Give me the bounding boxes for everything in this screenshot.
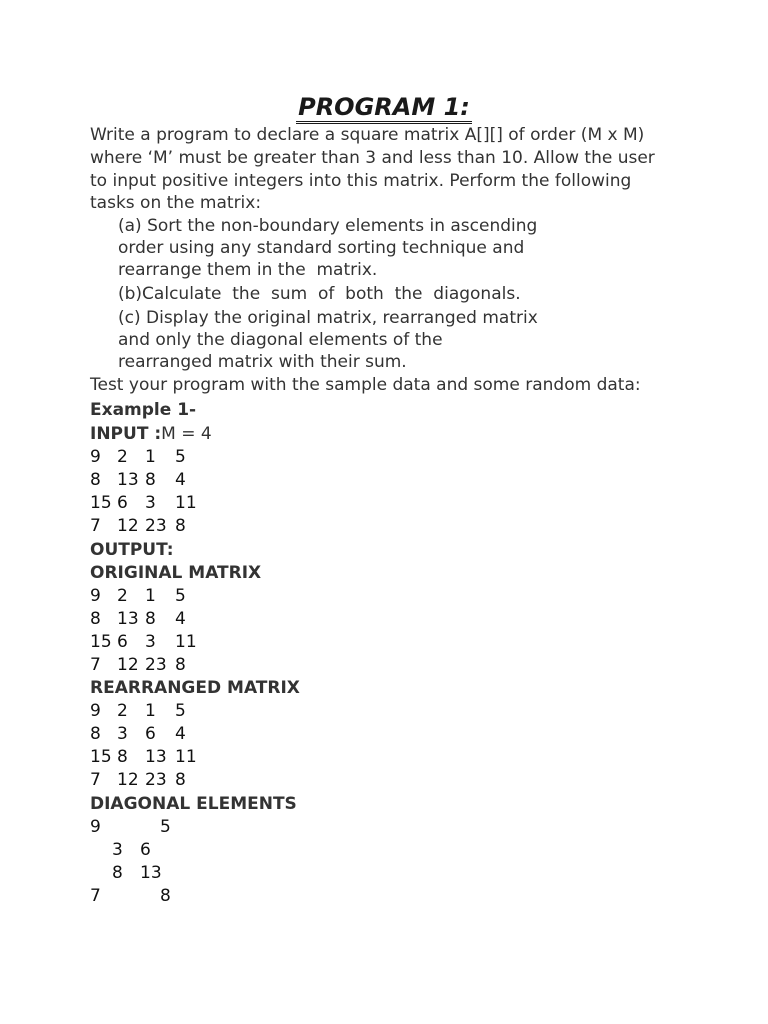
matrix-cell: 12 bbox=[117, 770, 139, 790]
task-c-line-3: rearranged matrix with their sum. bbox=[118, 352, 407, 372]
matrix-cell: 1 bbox=[145, 447, 156, 467]
matrix-cell: 8 bbox=[145, 609, 156, 629]
rearranged-matrix-label: REARRANGED MATRIX bbox=[90, 678, 300, 698]
matrix-cell: 1 bbox=[145, 586, 156, 606]
matrix-cell: 9 bbox=[90, 817, 101, 837]
matrix-cell: 3 bbox=[117, 724, 128, 744]
task-a-line-2: order using any standard sorting technique and bbox=[118, 238, 525, 258]
matrix-row bbox=[90, 769, 290, 791]
matrix-cell: 12 bbox=[117, 516, 139, 536]
intro-line-2: where ‘M’ must be greater than 3 and less than 10. Allow the user bbox=[90, 148, 655, 168]
matrix-row bbox=[90, 469, 290, 491]
matrix-cell: 12 bbox=[117, 655, 139, 675]
matrix-cell: 8 bbox=[90, 470, 101, 490]
matrix-cell: 15 bbox=[90, 747, 112, 767]
matrix-row bbox=[90, 608, 290, 630]
matrix-cell: 13 bbox=[117, 470, 139, 490]
matrix-row bbox=[90, 654, 290, 676]
diagonal-elements-label: DIAGONAL ELEMENTS bbox=[90, 794, 297, 814]
matrix-cell: 8 bbox=[90, 724, 101, 744]
task-c-line-1: (c) Display the original matrix, rearranged matrix bbox=[118, 308, 538, 328]
matrix-cell: 7 bbox=[90, 886, 101, 906]
matrix-cell: 6 bbox=[117, 493, 128, 513]
input-label: INPUT : bbox=[90, 424, 162, 444]
matrix-row bbox=[90, 446, 290, 468]
matrix-cell: 23 bbox=[145, 655, 167, 675]
matrix-row bbox=[90, 492, 290, 514]
matrix-cell: 3 bbox=[145, 632, 156, 652]
matrix-row bbox=[90, 631, 290, 653]
matrix-cell: 8 bbox=[112, 863, 123, 883]
matrix-cell: 8 bbox=[117, 747, 128, 767]
input-value: M = 4 bbox=[161, 424, 212, 444]
test-instruction: Test your program with the sample data and some random data: bbox=[90, 375, 641, 395]
matrix-cell: 4 bbox=[175, 724, 186, 744]
matrix-cell: 9 bbox=[90, 447, 101, 467]
intro-line-1: Write a program to declare a square matrix A[][] of order (M x M) bbox=[90, 125, 645, 145]
matrix-cell: 23 bbox=[145, 770, 167, 790]
matrix-cell: 2 bbox=[117, 586, 128, 606]
matrix-cell: 5 bbox=[175, 447, 186, 467]
matrix-cell: 5 bbox=[160, 817, 171, 837]
matrix-cell: 13 bbox=[117, 609, 139, 629]
matrix-cell: 7 bbox=[90, 516, 101, 536]
original-matrix-label: ORIGINAL MATRIX bbox=[90, 563, 262, 583]
matrix-cell: 15 bbox=[90, 493, 112, 513]
matrix-cell: 13 bbox=[140, 863, 162, 883]
matrix-cell: 1 bbox=[145, 701, 156, 721]
matrix-cell: 6 bbox=[145, 724, 156, 744]
matrix-row bbox=[90, 862, 290, 884]
task-c-line-2: and only the diagonal elements of the bbox=[118, 330, 443, 350]
intro-line-4: tasks on the matrix: bbox=[90, 193, 262, 213]
matrix-row bbox=[90, 885, 290, 907]
matrix-cell: 8 bbox=[90, 609, 101, 629]
matrix-cell: 2 bbox=[117, 701, 128, 721]
matrix-row bbox=[90, 515, 290, 537]
matrix-cell: 8 bbox=[175, 655, 186, 675]
task-b-line: (b)Calculate the sum of both the diagonals. bbox=[118, 284, 521, 304]
page-title-text: PROGRAM 1: bbox=[296, 93, 472, 124]
matrix-cell: 3 bbox=[145, 493, 156, 513]
matrix-cell: 15 bbox=[90, 632, 112, 652]
matrix-cell: 2 bbox=[117, 447, 128, 467]
matrix-cell: 5 bbox=[175, 586, 186, 606]
matrix-cell: 6 bbox=[117, 632, 128, 652]
page-title bbox=[0, 92, 768, 122]
task-a-line-1: (a) Sort the non-boundary elements in ascending bbox=[118, 216, 538, 236]
input-line bbox=[90, 423, 212, 445]
matrix-cell: 23 bbox=[145, 516, 167, 536]
matrix-cell: 3 bbox=[112, 840, 123, 860]
matrix-row bbox=[90, 816, 290, 838]
example-label: Example 1- bbox=[90, 400, 197, 420]
matrix-cell: 8 bbox=[145, 470, 156, 490]
matrix-row bbox=[90, 585, 290, 607]
matrix-cell: 7 bbox=[90, 770, 101, 790]
task-a-line-3: rearrange them in the matrix. bbox=[118, 260, 378, 280]
matrix-cell: 11 bbox=[175, 747, 197, 767]
matrix-cell: 11 bbox=[175, 632, 197, 652]
matrix-cell: 8 bbox=[175, 516, 186, 536]
matrix-row bbox=[90, 723, 290, 745]
matrix-cell: 7 bbox=[90, 655, 101, 675]
matrix-cell: 9 bbox=[90, 586, 101, 606]
matrix-cell: 8 bbox=[175, 770, 186, 790]
matrix-cell: 4 bbox=[175, 609, 186, 629]
matrix-row bbox=[90, 700, 290, 722]
matrix-row bbox=[90, 746, 290, 768]
matrix-cell: 8 bbox=[160, 886, 171, 906]
matrix-row bbox=[90, 839, 290, 861]
matrix-cell: 11 bbox=[175, 493, 197, 513]
matrix-cell: 13 bbox=[145, 747, 167, 767]
matrix-cell: 6 bbox=[140, 840, 151, 860]
output-label: OUTPUT: bbox=[90, 540, 174, 560]
matrix-cell: 9 bbox=[90, 701, 101, 721]
matrix-cell: 4 bbox=[175, 470, 186, 490]
matrix-cell: 5 bbox=[175, 701, 186, 721]
intro-line-3: to input positive integers into this matrix. Perform the following bbox=[90, 171, 632, 191]
